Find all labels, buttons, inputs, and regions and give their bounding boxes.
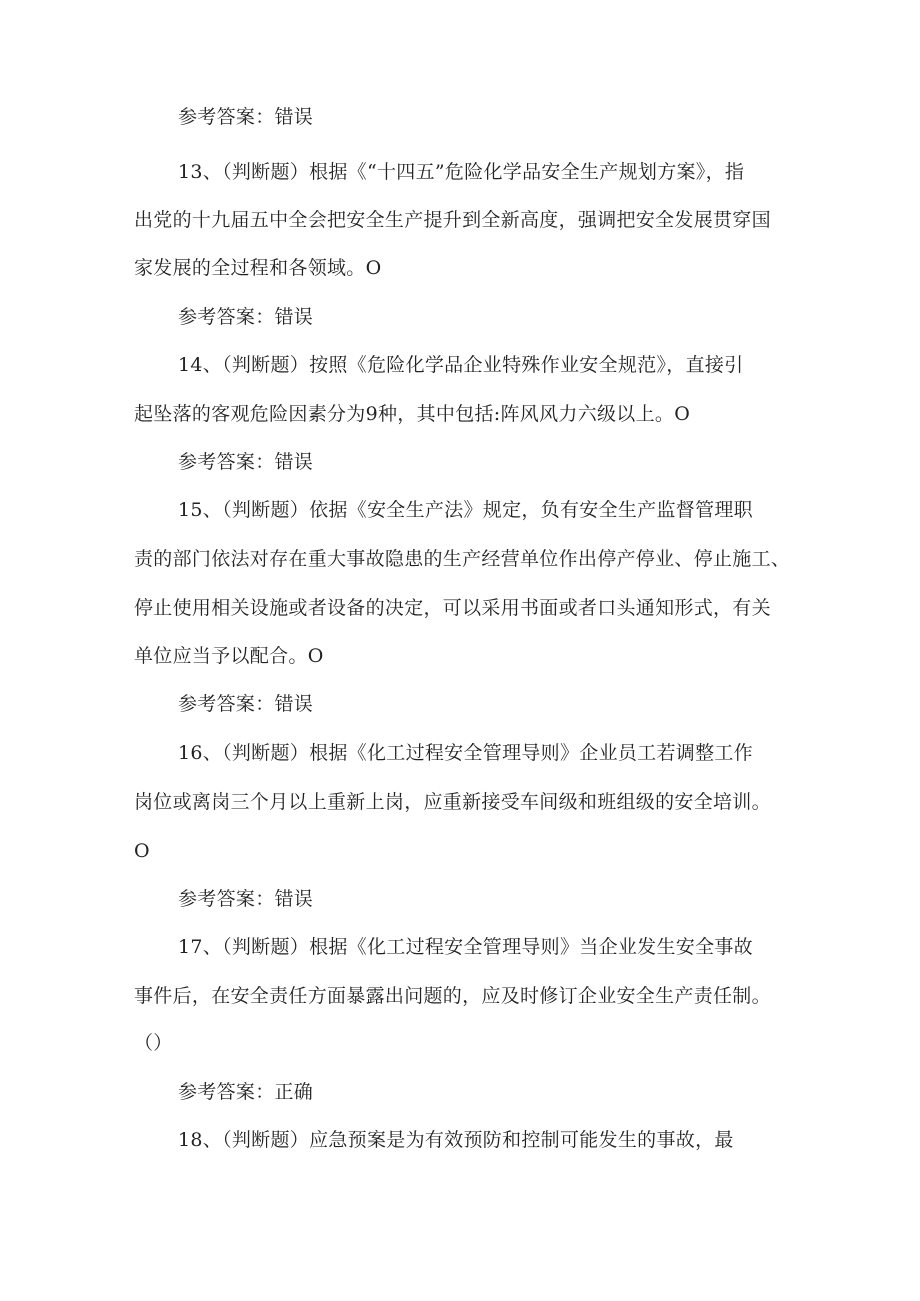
question-16-line-2: 岗位或离岗三个月以上重新上岗，应重新接受车间级和班组级的安全培训。 xyxy=(134,791,771,813)
question-15-line-3: 停止使用相关设施或者设备的决定，可以采用书面或者口头通知形式，有关 xyxy=(134,597,771,619)
question-14-line-1: 14、（判断题）按照《危险化学品企业特殊作业安全规范》，直接引 xyxy=(178,354,744,376)
question-13-line-3: 家发展的全过程和各领域。O xyxy=(134,257,382,279)
answer-line: 参考答案：错误 xyxy=(178,306,314,328)
question-15-line-1: 15、（判断题）依据《安全生产法》规定，负有安全生产监督管理职 xyxy=(178,499,753,521)
question-17-line-1: 17、（判断题）根据《化工过程安全管理导则》当企业发生安全事故 xyxy=(178,936,753,958)
question-17-line-3: （） xyxy=(134,1032,173,1054)
question-15-line-2: 责的部门依法对存在重大事故隐患的生产经营单位作出停产停业、停止施工、 xyxy=(134,548,791,570)
question-16-line-1: 16、（判断题）根据《化工过程安全管理导则》企业员工若调整工作 xyxy=(178,742,753,764)
question-13-line-2: 出党的十九届五中全会把安全生产提升到全新高度，强调把安全发展贯穿国 xyxy=(134,209,771,231)
question-18-line-1: 18、（判断题）应急预案是为有效预防和控制可能发生的事故，最 xyxy=(178,1129,734,1151)
question-13-line-1: 13、（判断题）根据《“十四五”危险化学品安全生产规划方案》，指 xyxy=(178,161,745,183)
question-15-line-4: 单位应当予以配合。O xyxy=(134,645,324,667)
question-16-line-3: O xyxy=(134,840,150,862)
question-17-line-2: 事件后，在安全责任方面暴露出问题的，应及时修订企业安全生产责任制。 xyxy=(134,985,771,1007)
answer-line: 参考答案：错误 xyxy=(178,451,314,473)
question-14-line-2: 起坠落的客观危险因素分为9种，其中包括:阵风风力六级以上。O xyxy=(134,403,691,425)
answer-line: 参考答案：正确 xyxy=(178,1081,314,1103)
answer-line: 参考答案：错误 xyxy=(178,106,314,128)
answer-line: 参考答案：错误 xyxy=(178,888,314,910)
answer-line: 参考答案：错误 xyxy=(178,693,314,715)
